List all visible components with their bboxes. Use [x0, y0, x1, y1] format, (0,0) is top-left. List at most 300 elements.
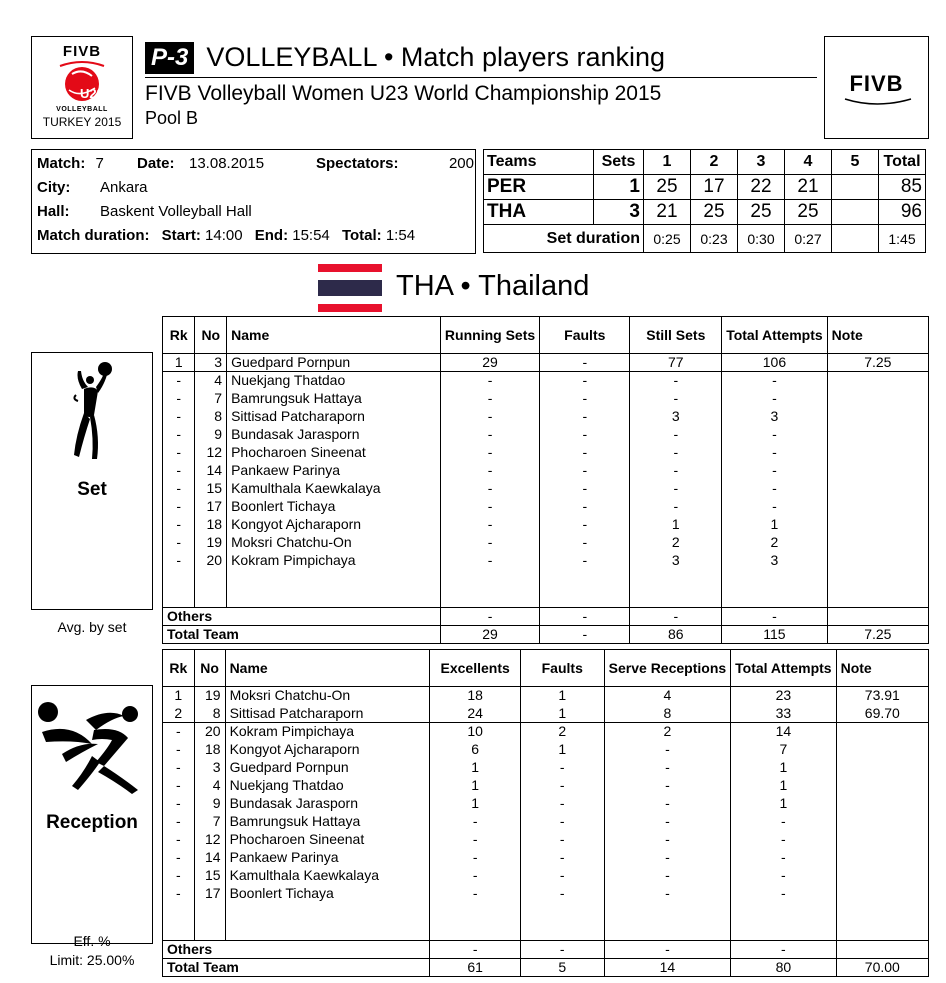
set-value-4: - — [722, 498, 827, 516]
reception-header-excellents: Excellents — [430, 650, 520, 687]
reception-rank: - — [163, 723, 195, 741]
set-player-name: Kamulthala Kaewkalaya — [227, 480, 441, 498]
reception-spacer-row — [163, 903, 929, 941]
reception-value-1: 6 — [430, 741, 520, 759]
set-header-still-sets: Still Sets — [630, 317, 722, 354]
set-value-3: - — [630, 480, 722, 498]
table-row — [163, 795, 929, 813]
set-others-c4: - — [722, 608, 827, 626]
set-rank: - — [163, 426, 195, 444]
reception-value-4: 14 — [731, 723, 836, 741]
reception-player-name: Pankaew Parinya — [225, 849, 430, 867]
fivb-logo — [824, 36, 929, 139]
reception-player-number: 20 — [194, 723, 225, 741]
reception-value-2: - — [520, 885, 604, 903]
reception-player-number: 3 — [194, 759, 225, 777]
set-header-rk: Rk — [163, 317, 195, 354]
set-empty-cell — [540, 570, 630, 608]
set-note — [827, 372, 928, 390]
reception-others-row — [163, 941, 929, 959]
table-row — [163, 462, 929, 480]
hall-name: Baskent Volleyball Hall — [100, 203, 252, 220]
reception-value-4: 1 — [731, 795, 836, 813]
team-a-code: PER — [484, 175, 594, 200]
reception-rank: - — [163, 885, 195, 903]
set-value-4: 3 — [722, 408, 827, 426]
set-rank: - — [163, 480, 195, 498]
reception-skill-label: Reception — [46, 812, 138, 833]
reception-header-no: No — [194, 650, 225, 687]
score-header-set2: 2 — [691, 150, 738, 175]
set-player-number: 3 — [195, 354, 227, 372]
reception-value-2: - — [520, 867, 604, 885]
city-label: City: — [37, 179, 71, 196]
reception-value-3: - — [604, 813, 731, 831]
reception-note — [836, 831, 928, 849]
fivb-wordmark: FIVB — [62, 43, 102, 60]
set-value-4: - — [722, 480, 827, 498]
reception-value-3: 8 — [604, 705, 731, 723]
start-label: Start: — [161, 227, 201, 244]
set-value-2: - — [540, 372, 630, 390]
set-note: 7.25 — [827, 354, 928, 372]
table-row — [163, 813, 929, 831]
set-avg-label: Avg. by set — [57, 619, 127, 635]
set-value-4: - — [722, 444, 827, 462]
reception-header-serve-receptions: Serve Receptions — [604, 650, 731, 687]
set-value-2: - — [540, 444, 630, 462]
table-row — [163, 534, 929, 552]
set-rank: - — [163, 534, 195, 552]
set-others-row — [163, 608, 929, 626]
table-row — [163, 408, 929, 426]
reception-note: 73.91 — [836, 687, 928, 705]
reception-value-3: - — [604, 849, 731, 867]
total-time: 1:54 — [385, 227, 416, 244]
set3-duration: 0:30 — [738, 225, 785, 253]
set-total-c4: 115 — [722, 626, 827, 644]
reception-note: 69.70 — [836, 705, 928, 723]
set-header-total-attempts: Total Attempts — [722, 317, 827, 354]
reception-value-4: - — [731, 849, 836, 867]
set-note — [827, 552, 928, 570]
set-value-2: - — [540, 354, 630, 372]
reception-header-note: Note — [836, 650, 928, 687]
team-a-set5 — [832, 175, 879, 200]
reception-value-1: 18 — [430, 687, 520, 705]
set-others-note — [827, 608, 928, 626]
document-title: VOLLEYBALL • Match players ranking — [206, 42, 666, 72]
reception-note — [836, 723, 928, 741]
reception-note — [836, 777, 928, 795]
set-value-4: 3 — [722, 552, 827, 570]
set-value-3: - — [630, 462, 722, 480]
table-row — [163, 723, 929, 741]
reception-value-1: - — [430, 813, 520, 831]
reception-rank: 2 — [163, 705, 195, 723]
set-value-1: - — [440, 390, 539, 408]
reception-note — [836, 795, 928, 813]
team-a-sets: 1 — [594, 175, 644, 200]
set-empty-cell — [440, 570, 539, 608]
reception-value-2: 1 — [520, 687, 604, 705]
reception-value-3: - — [604, 741, 731, 759]
team-b-code: THA — [484, 200, 594, 225]
set-rank: 1 — [163, 354, 195, 372]
set-value-1: - — [440, 498, 539, 516]
team-b-set4: 25 — [785, 200, 832, 225]
set-player-number: 7 — [195, 390, 227, 408]
set-value-1: - — [440, 462, 539, 480]
set-spacer-row — [163, 570, 929, 608]
score-header-set1: 1 — [644, 150, 691, 175]
score-table — [483, 149, 926, 253]
set-value-2: - — [540, 480, 630, 498]
set-rank: - — [163, 372, 195, 390]
team-b-set1: 21 — [644, 200, 691, 225]
set-player-name: Bamrungsuk Hattaya — [227, 390, 441, 408]
reception-value-3: - — [604, 759, 731, 777]
table-row — [163, 705, 929, 723]
reception-value-2: - — [520, 759, 604, 777]
duration-label: Match duration: — [37, 227, 150, 244]
reception-player-name: Kokram Pimpichaya — [225, 723, 430, 741]
set-player-number: 20 — [195, 552, 227, 570]
reception-player-name: Bamrungsuk Hattaya — [225, 813, 430, 831]
set-value-3: - — [630, 498, 722, 516]
table-row — [163, 831, 929, 849]
total-set-duration: 1:45 — [879, 225, 926, 253]
reception-table-body — [163, 687, 929, 977]
table-row — [163, 885, 929, 903]
reception-value-4: 33 — [731, 705, 836, 723]
score-header-sets: Sets — [594, 150, 644, 175]
set-value-4: 2 — [722, 534, 827, 552]
table-row — [163, 426, 929, 444]
reception-player-number: 17 — [194, 885, 225, 903]
set-empty-cell — [827, 570, 928, 608]
set-ranking-table — [162, 316, 929, 644]
reception-player-number: 14 — [194, 849, 225, 867]
reception-empty-cell — [225, 903, 430, 941]
set-note — [827, 426, 928, 444]
reception-player-number: 9 — [194, 795, 225, 813]
score-header-set5: 5 — [832, 150, 879, 175]
set-player-number: 15 — [195, 480, 227, 498]
reception-player-number: 7 — [194, 813, 225, 831]
set-rank: - — [163, 552, 195, 570]
hall-label: Hall: — [37, 203, 70, 220]
set-others-c3: - — [630, 608, 722, 626]
reception-value-4: - — [731, 813, 836, 831]
fivb-wordmark-right: FIVB — [849, 71, 904, 96]
set-value-1: 29 — [440, 354, 539, 372]
set-player-name: Boonlert Tichaya — [227, 498, 441, 516]
reception-value-2: 1 — [520, 741, 604, 759]
set-note — [827, 390, 928, 408]
reception-value-3: - — [604, 831, 731, 849]
reception-player-number: 19 — [194, 687, 225, 705]
u23-badge-text: U23 — [80, 86, 104, 101]
set-total-note: 7.25 — [827, 626, 928, 644]
set-empty-cell — [722, 570, 827, 608]
reception-value-2: - — [520, 795, 604, 813]
reception-rank: - — [163, 813, 195, 831]
score-header-row — [484, 150, 926, 175]
set-value-3: 77 — [630, 354, 722, 372]
reception-rank: - — [163, 759, 195, 777]
set-player-number: 18 — [195, 516, 227, 534]
reception-player-number: 8 — [194, 705, 225, 723]
team-b-total: 96 — [879, 200, 926, 225]
reception-rank: 1 — [163, 687, 195, 705]
event-place: TURKEY 2015 — [42, 115, 122, 129]
reception-player-name: Sittisad Patcharaporn — [225, 705, 430, 723]
set-note — [827, 534, 928, 552]
set-note — [827, 462, 928, 480]
set-player-name: Sittisad Patcharaporn — [227, 408, 441, 426]
set-value-2: - — [540, 552, 630, 570]
set-value-2: - — [540, 408, 630, 426]
table-row — [163, 354, 929, 372]
set-header-running-sets: Running Sets — [440, 317, 539, 354]
reception-value-4: 1 — [731, 759, 836, 777]
reception-ranking-table — [162, 649, 929, 977]
reception-others-c4: - — [731, 941, 836, 959]
reception-rank: - — [163, 795, 195, 813]
reception-total-c4: 80 — [731, 959, 836, 977]
table-row — [163, 372, 929, 390]
set-player-number: 17 — [195, 498, 227, 516]
set-value-4: - — [722, 390, 827, 408]
reception-value-2: - — [520, 849, 604, 867]
reception-total-label: Total Team — [163, 959, 430, 977]
set-value-4: 1 — [722, 516, 827, 534]
match-number: 7 — [95, 155, 104, 172]
set-player-name: Phocharoen Sineenat — [227, 444, 441, 462]
swoosh-icon — [825, 97, 928, 107]
reception-value-1: - — [430, 867, 520, 885]
event-logo — [31, 36, 133, 139]
table-row — [163, 498, 929, 516]
reception-others-label: Others — [163, 941, 430, 959]
reception-empty-cell — [194, 903, 225, 941]
set-value-3: 2 — [630, 534, 722, 552]
set5-duration — [832, 225, 879, 253]
table-row — [163, 552, 929, 570]
score-header-teams: Teams — [484, 150, 594, 175]
reception-value-3: - — [604, 795, 731, 813]
set-empty-cell — [227, 570, 441, 608]
reception-note — [836, 849, 928, 867]
set-value-3: 1 — [630, 516, 722, 534]
table-row — [163, 741, 929, 759]
set-empty-cell — [163, 570, 195, 608]
set-rank: - — [163, 390, 195, 408]
reception-player-name: Kongyot Ajcharaporn — [225, 741, 430, 759]
reception-empty-cell — [836, 903, 928, 941]
reception-value-4: 7 — [731, 741, 836, 759]
set-value-4: - — [722, 462, 827, 480]
set-empty-cell — [630, 570, 722, 608]
set-player-name: Bundasak Jarasporn — [227, 426, 441, 444]
table-row — [163, 390, 929, 408]
set-value-4: - — [722, 426, 827, 444]
set-player-number: 14 — [195, 462, 227, 480]
championship-name: FIVB Volleyball Women U23 World Championship 2015 — [145, 82, 662, 105]
reception-header-name: Name — [225, 650, 430, 687]
reception-value-4: 23 — [731, 687, 836, 705]
document-title-bar — [145, 38, 817, 78]
volleyball-reception-icon — [32, 692, 152, 802]
set-rank: - — [163, 408, 195, 426]
reception-note — [836, 885, 928, 903]
reception-header-rk: Rk — [163, 650, 195, 687]
set-others-label: Others — [163, 608, 441, 626]
reception-rank: - — [163, 849, 195, 867]
set-player-name: Kokram Pimpichaya — [227, 552, 441, 570]
set-player-name: Nuekjang Thatdao — [227, 372, 441, 390]
reception-rank: - — [163, 777, 195, 795]
team-a-set2: 17 — [691, 175, 738, 200]
reception-player-name: Bundasak Jarasporn — [225, 795, 430, 813]
reception-rank: - — [163, 867, 195, 885]
reception-others-c3: - — [604, 941, 731, 959]
set-note — [827, 516, 928, 534]
table-row — [163, 867, 929, 885]
reception-total-c2: 5 — [520, 959, 604, 977]
set-note — [827, 444, 928, 462]
set-others-c1: - — [440, 608, 539, 626]
city-name: Ankara — [100, 179, 148, 196]
reception-value-1: 1 — [430, 777, 520, 795]
reception-value-1: - — [430, 831, 520, 849]
reception-header-total-attempts: Total Attempts — [731, 650, 836, 687]
set-player-name: Moksri Chatchu-On — [227, 534, 441, 552]
team-b-set3: 25 — [738, 200, 785, 225]
set-value-4: - — [722, 372, 827, 390]
team-b-set5 — [832, 200, 879, 225]
reception-limit-label: Limit: 25.00% — [49, 952, 135, 968]
volleyball-setter-icon — [32, 355, 152, 475]
reception-value-1: - — [430, 885, 520, 903]
set1-duration: 0:25 — [644, 225, 691, 253]
set-rank: - — [163, 516, 195, 534]
table-row — [163, 777, 929, 795]
reception-total-c1: 61 — [430, 959, 520, 977]
reception-note — [836, 867, 928, 885]
reception-skill-panel — [31, 685, 153, 944]
set-others-c2: - — [540, 608, 630, 626]
set-duration-row — [484, 225, 926, 253]
reception-value-2: - — [520, 777, 604, 795]
set-player-name: Pankaew Parinya — [227, 462, 441, 480]
set-player-name: Guedpard Pornpun — [227, 354, 441, 372]
set-total-c2: - — [540, 626, 630, 644]
set-value-4: 106 — [722, 354, 827, 372]
set-rank: - — [163, 444, 195, 462]
reception-empty-cell — [731, 903, 836, 941]
reception-value-1: - — [430, 849, 520, 867]
set-value-3: - — [630, 372, 722, 390]
score-header-total: Total — [879, 150, 926, 175]
reception-player-name: Nuekjang Thatdao — [225, 777, 430, 795]
reception-value-3: 2 — [604, 723, 731, 741]
team-a-set3: 22 — [738, 175, 785, 200]
thailand-flag-icon — [318, 264, 382, 312]
set-value-2: - — [540, 426, 630, 444]
reception-total-c3: 14 — [604, 959, 731, 977]
reception-total-row — [163, 959, 929, 977]
match-label: Match: — [37, 155, 86, 172]
reception-value-3: - — [604, 777, 731, 795]
reception-note — [836, 759, 928, 777]
reception-player-number: 12 — [194, 831, 225, 849]
spectators-label: Spectators: — [316, 155, 399, 172]
set-header-faults: Faults — [540, 317, 630, 354]
reception-value-1: 1 — [430, 759, 520, 777]
set-value-1: - — [440, 516, 539, 534]
reception-total-note: 70.00 — [836, 959, 928, 977]
set2-duration: 0:23 — [691, 225, 738, 253]
set-rank: - — [163, 498, 195, 516]
reception-value-4: - — [731, 831, 836, 849]
reception-player-name: Kamulthala Kaewkalaya — [225, 867, 430, 885]
reception-value-1: 24 — [430, 705, 520, 723]
reception-header-faults: Faults — [520, 650, 604, 687]
table-row — [163, 480, 929, 498]
reception-value-2: 1 — [520, 705, 604, 723]
reception-value-3: - — [604, 885, 731, 903]
set-value-2: - — [540, 534, 630, 552]
set-rank: - — [163, 462, 195, 480]
end-time: 15:54 — [292, 227, 330, 244]
reception-value-3: 4 — [604, 687, 731, 705]
reception-player-name: Boonlert Tichaya — [225, 885, 430, 903]
set-player-name: Kongyot Ajcharaporn — [227, 516, 441, 534]
set-total-c1: 29 — [440, 626, 539, 644]
team-a-set4: 21 — [785, 175, 832, 200]
reception-value-4: 1 — [731, 777, 836, 795]
set-value-2: - — [540, 462, 630, 480]
score-header-set4: 4 — [785, 150, 832, 175]
volleyball-wordmark: VOLLEYBALL — [56, 106, 108, 113]
pool-name: Pool B — [145, 108, 199, 128]
set-note — [827, 408, 928, 426]
set-player-number: 12 — [195, 444, 227, 462]
reception-note — [836, 813, 928, 831]
set-value-3: - — [630, 444, 722, 462]
set-value-3: 3 — [630, 552, 722, 570]
match-date: 13.08.2015 — [189, 155, 265, 172]
reception-rank: - — [163, 741, 195, 759]
set-value-1: - — [440, 408, 539, 426]
set-value-1: - — [440, 426, 539, 444]
score-header-set3: 3 — [738, 150, 785, 175]
set-value-3: - — [630, 390, 722, 408]
reception-eff-label: Eff. % — [73, 933, 111, 949]
reception-empty-cell — [520, 903, 604, 941]
reception-value-2: - — [520, 813, 604, 831]
set-header-note: Note — [827, 317, 928, 354]
set-value-2: - — [540, 498, 630, 516]
set-skill-label: Set — [77, 479, 107, 500]
table-row — [163, 687, 929, 705]
reception-empty-cell — [604, 903, 731, 941]
reception-value-2: 2 — [520, 723, 604, 741]
set-value-1: - — [440, 552, 539, 570]
reception-others-c1: - — [430, 941, 520, 959]
